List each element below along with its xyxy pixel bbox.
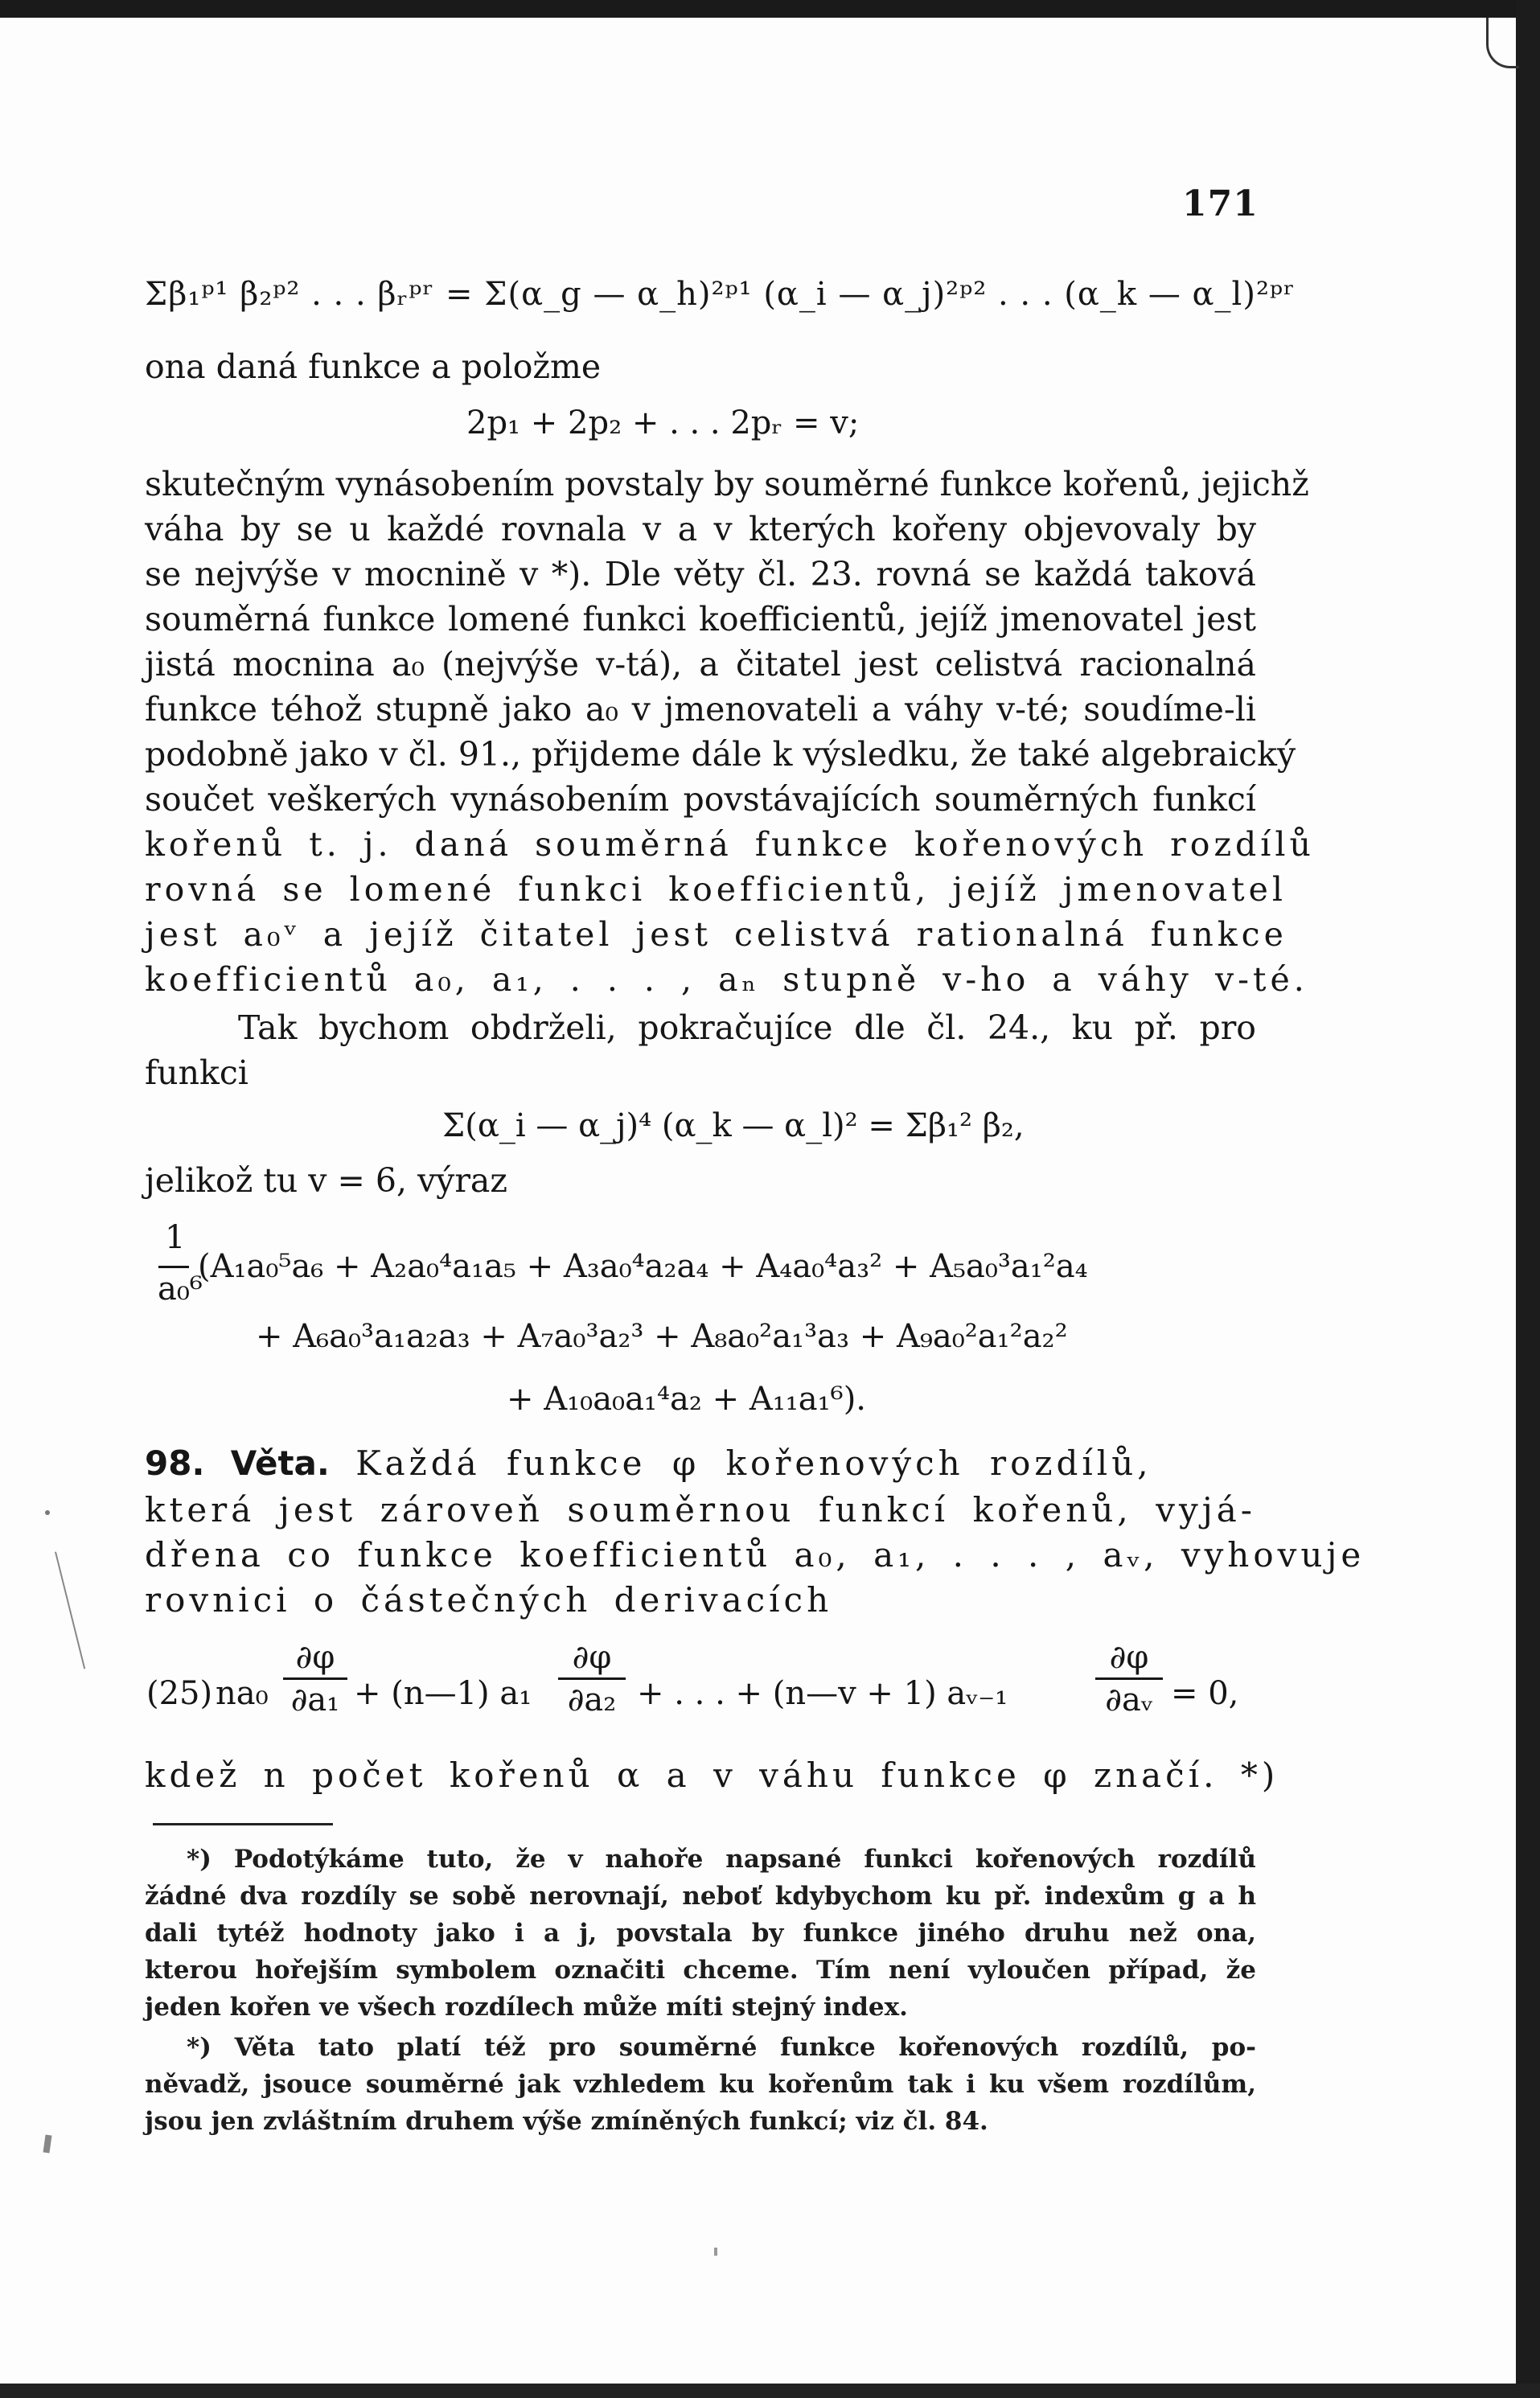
formula-power-sum: Σβ₁ᵖ¹ β₂ᵖ² . . . βᵣᵖʳ = Σ(α_g — α_h)²ᵖ¹ (α_i — α_j)²ᵖ² . . . (α_k — α_l)²ᵖʳ	[145, 276, 1296, 313]
deriv-num: ∂φ	[572, 1639, 612, 1676]
margin-mark	[43, 2135, 52, 2154]
text-line: ona daná funkce a položme	[145, 347, 602, 386]
theorem-heading: Věta.	[230, 1443, 330, 1483]
formula-expression-line: + A₁₀a₀a₁⁴a₂ + A₁₁a₁⁶).	[507, 1381, 867, 1418]
paragraph-line: se nejvýše v mocnině v *). Dle věty čl. 23. rovná se každá taková	[145, 555, 1256, 593]
scan-edge-right	[1516, 0, 1540, 2398]
footnote-line: kterou hořejším symbolem označiti chceme. Tím není vyloučen případ, že	[145, 1956, 1256, 1985]
bottom-speck	[714, 2248, 717, 2256]
formula-weight-sum: 2p₁ + 2p₂ + . . . 2pᵣ = v;	[466, 404, 860, 441]
page-number: 171	[1182, 183, 1259, 224]
paragraph-line: funkci	[145, 1053, 248, 1092]
paragraph-line: souměrná funkce lomené funkci koefficientů, jejíž jmenovatel jest	[145, 600, 1256, 639]
text-line: jelikož tu v = 6, výraz	[145, 1161, 507, 1200]
fraction-denominator: a₀⁶	[158, 1271, 203, 1308]
formula-expression-line: + A₆a₀³a₁a₂a₃ + A₇a₀³a₂³ + A₈a₀²a₁³a₃ + A₉a₀²a₁²a₂²	[256, 1318, 1068, 1355]
equation-end: = 0,	[1171, 1675, 1239, 1712]
footnote-line: něvadž, jsouce souměrné jak vzhledem ku kořenům tak i ku všem rozdílům,	[145, 2070, 1256, 2099]
equation-coef: + . . . + (n—v + 1) aᵥ₋₁	[637, 1675, 1008, 1712]
footnote-line: *) Věta tato platí též pro souměrné funkce kořenových rozdílů, po-	[187, 2033, 1256, 2062]
paragraph-line: součet veškerých vynásobením povstávajících souměrných funkcí	[145, 780, 1256, 819]
footnote-line: *) Podotýkáme tuto, že v nahoře napsané funkci kořenových rozdílů	[187, 1845, 1256, 1874]
deriv-den: ∂aᵥ	[1105, 1681, 1153, 1718]
page-corner-curl	[1486, 18, 1519, 68]
partial-derivative-av	[1095, 1639, 1163, 1718]
formula-expression-line: (A₁a₀⁵a₆ + A₂a₀⁴a₁a₅ + A₃a₀⁴a₂a₄ + A₄a₀⁴a₃² + A₅a₀³a₁²a₄	[198, 1248, 1088, 1285]
deriv-den: ∂a₁	[290, 1681, 340, 1718]
theorem-line: dřena co funkce koefficientů a₀, a₁, . . . , aᵥ, vyhovuje	[145, 1535, 1365, 1575]
footnote-line: jsou jen zvláštním druhem výše zmíněných funkcí; viz čl. 84.	[145, 2107, 988, 2136]
paragraph-line-spaced: kořenů t. j. daná souměrná funkce kořenových rozdílů	[145, 825, 1315, 864]
theorem-line: která jest zároveň souměrnou funkcí kořenů, vyjá-	[145, 1490, 1256, 1530]
scan-edge-bottom	[0, 2384, 1540, 2398]
text-line-spaced: kdež n počet kořenů α a v váhu funkce φ značí. *)	[145, 1755, 1279, 1795]
paragraph-line: jistá mocnina a₀ (nejvýše v-tá), a čitatel jest celistvá racionalná	[145, 645, 1256, 684]
fraction-numerator: 1	[165, 1219, 186, 1256]
paragraph-line-spaced: rovná se lomené funkci koefficientů, jejíž jmenovatel	[145, 870, 1287, 909]
theorem-number: 98.	[145, 1443, 205, 1483]
paragraph-line: skutečným vynásobením povstaly by souměrné funkce kořenů, jejichž	[145, 465, 1309, 503]
paragraph-line: váha by se u každé rovnala v a v kterých kořeny objevovaly by	[145, 510, 1256, 548]
equation-coef: + (n—1) a₁	[354, 1675, 532, 1712]
scan-edge-top	[0, 0, 1540, 18]
paragraph-line-spaced: koefficientů a₀, a₁, . . . , aₙ stupně v-ho a váhy v-té.	[145, 960, 1308, 999]
theorem-text: Každá funkce φ kořenových rozdílů,	[355, 1443, 1152, 1483]
equation-label: (25)	[146, 1675, 213, 1712]
theorem-line: rovnici o částečných derivacích	[145, 1580, 833, 1620]
paragraph-line: Tak bychom obdrželi, pokračujíce dle čl. 24., ku př. pro	[238, 1008, 1256, 1047]
paragraph-line: funkce téhož stupně jako a₀ v jmenovateli a váhy v-té; soudíme-li	[145, 690, 1256, 729]
equation-coef: na₀	[216, 1675, 269, 1712]
deriv-num: ∂φ	[295, 1639, 335, 1676]
footnote-line: žádné dva rozdíly se sobě nerovnají, neboť kdybychom ku př. indexům g a h	[145, 1882, 1256, 1911]
footnote-line: dali tytéž hodnoty jako i a j, povstala by funkce jiného druhu než ona,	[145, 1919, 1256, 1948]
theorem-first-line	[145, 1441, 1256, 1486]
partial-derivative-a1	[283, 1639, 347, 1718]
partial-derivative-a2	[558, 1639, 626, 1718]
fraction-bar	[158, 1266, 189, 1268]
paragraph-line: podobně jako v čl. 91., přijdeme dále k výsledku, že také algebraický	[145, 735, 1296, 774]
deriv-den: ∂a₂	[567, 1681, 617, 1718]
margin-pencil-line	[55, 1552, 85, 1669]
deriv-num: ∂φ	[1109, 1639, 1149, 1676]
footnote-rule	[153, 1823, 333, 1825]
margin-dot	[45, 1510, 50, 1515]
formula-example-sum: Σ(α_i — α_j)⁴ (α_k — α_l)² = Σβ₁² β₂,	[442, 1107, 1025, 1144]
footnote-line: jeden kořen ve všech rozdílech může míti stejný index.	[145, 1993, 908, 2022]
paragraph-line-spaced: jest a₀ᵛ a jejíž čitatel jest celistvá rationalná funkce	[145, 915, 1287, 954]
